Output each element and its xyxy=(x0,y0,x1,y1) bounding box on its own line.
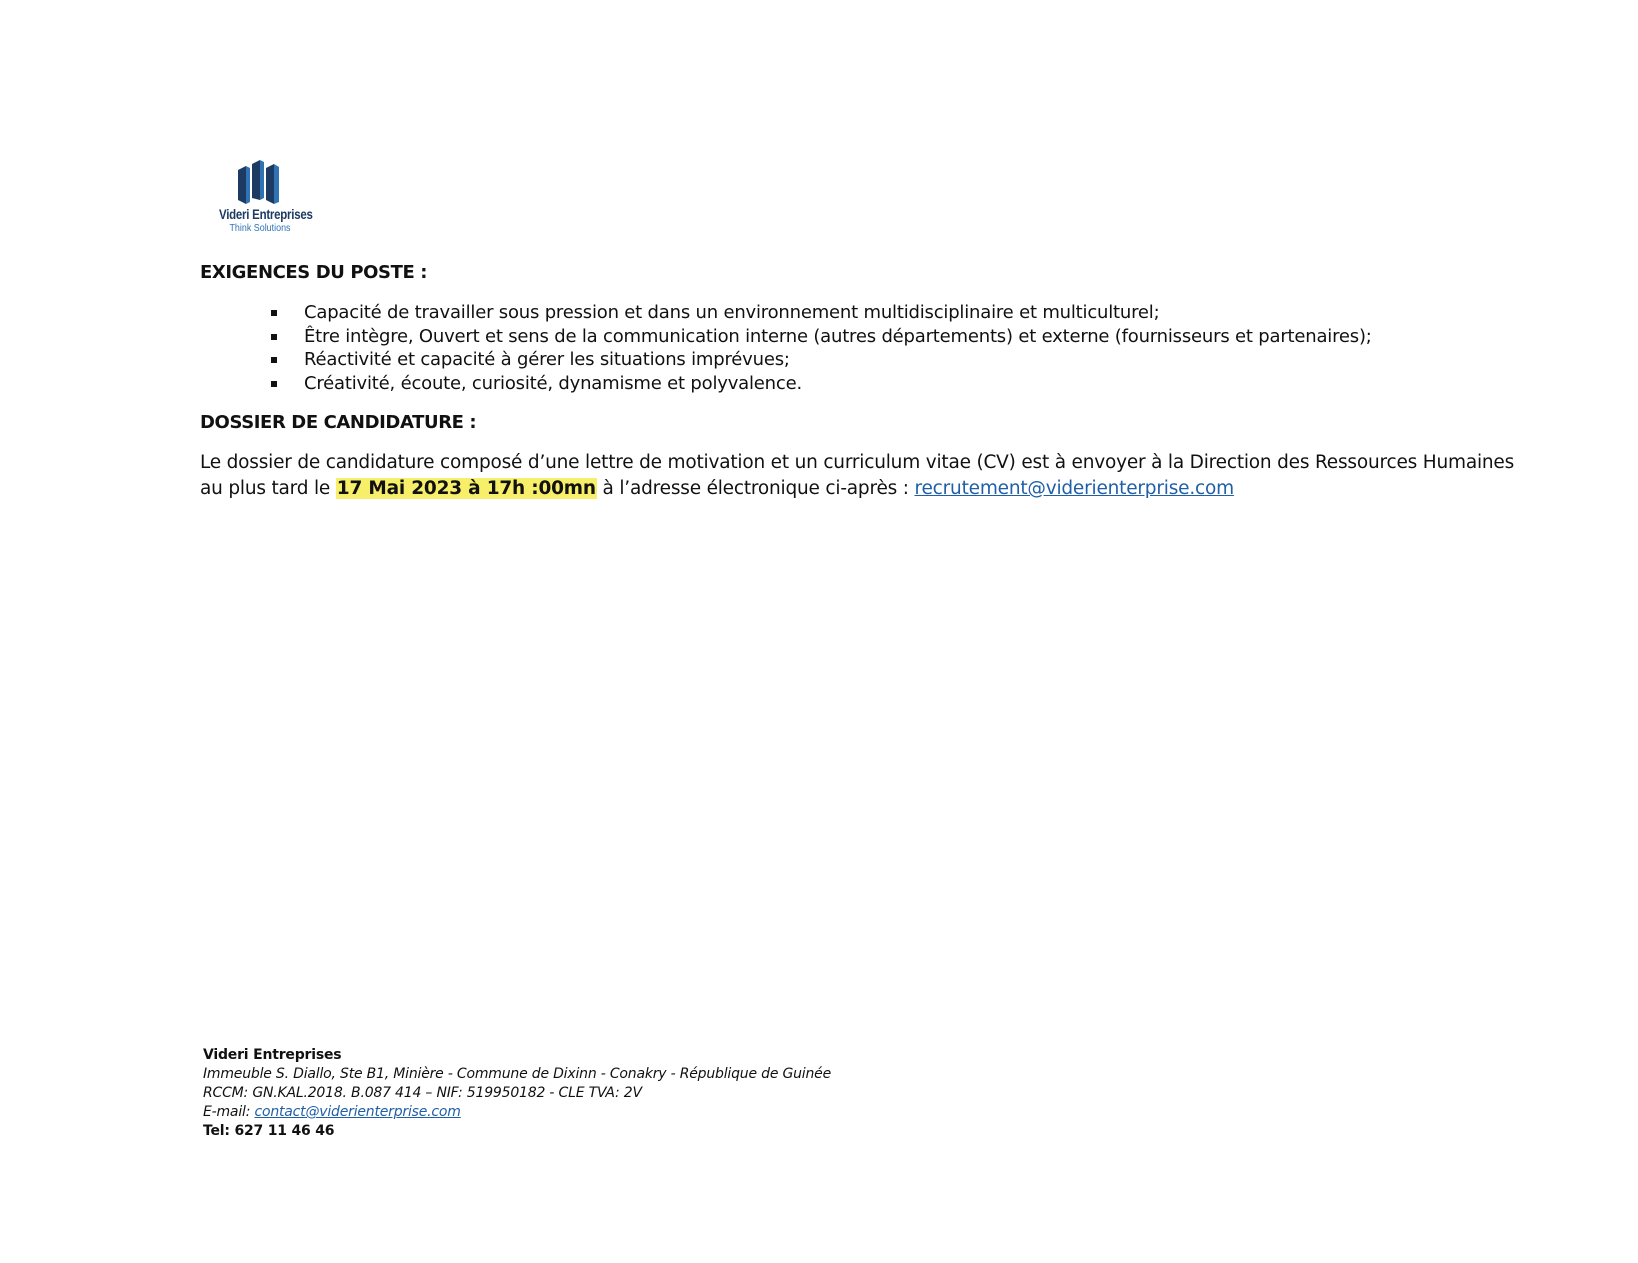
bullet-icon xyxy=(271,381,277,387)
logo-name: Videri Entreprises xyxy=(219,206,313,222)
footer-company: Videri Entreprises xyxy=(203,1047,342,1063)
logo-tagline: Think Solutions xyxy=(229,222,291,234)
list-item xyxy=(268,301,1372,325)
list-item-text: Être intègre, Ouvert et sens de la communication interne (autres départements) et externe (fournisseurs et partenaires); xyxy=(304,325,1372,347)
footer-address: Immeuble S. Diallo, Ste B1, Minière - Commune de Dixinn - Conakry - République de Guinée xyxy=(203,1066,831,1082)
list-item xyxy=(268,325,1372,349)
application-line-1: Le dossier de candidature composé d’une lettre de motivation et un curriculum vitae (CV) est à envoyer à la Direction des Ressources Humaines xyxy=(200,452,1515,473)
line-2-suffix: à l’adresse électronique ci-après : xyxy=(596,478,915,499)
footer-registration: RCCM: GN.KAL.2018. B.087 414 – NIF: 519950182 - CLE TVA: 2V xyxy=(203,1085,642,1101)
application-line-2 xyxy=(200,476,1540,502)
list-item xyxy=(268,348,1372,372)
line-2-prefix: au plus tard le xyxy=(200,478,336,499)
contact-email-link[interactable]: contact@viderienterprise.com xyxy=(254,1104,461,1120)
footer-email-label: E-mail: xyxy=(203,1104,255,1120)
application-paragraph xyxy=(200,450,1540,502)
list-item-text: Capacité de travailler sous pression et dans un environnement multidisciplinaire et multiculturel; xyxy=(304,302,1160,323)
deadline-highlight: 17 Mai 2023 à 17h :00mn xyxy=(336,478,596,499)
buildings-logo-icon xyxy=(234,160,286,204)
bullet-icon xyxy=(271,357,277,363)
footer xyxy=(203,1046,831,1141)
requirements-list xyxy=(268,301,1372,395)
footer-email-line xyxy=(203,1103,831,1122)
list-item xyxy=(268,372,1372,396)
list-item-text: Créativité, écoute, curiosité, dynamisme et polyvalence. xyxy=(304,372,802,394)
bullet-icon xyxy=(271,310,277,316)
footer-phone: Tel: 627 11 46 46 xyxy=(203,1123,335,1139)
requirements-heading: EXIGENCES DU POSTE : xyxy=(200,262,428,283)
application-heading: DOSSIER DE CANDIDATURE : xyxy=(200,412,477,433)
bullet-icon xyxy=(271,334,277,340)
list-item-text: Réactivité et capacité à gérer les situations imprévues; xyxy=(304,349,790,370)
company-logo xyxy=(210,160,313,234)
recruitment-email-link[interactable]: recrutement@viderienterprise.com xyxy=(914,478,1234,499)
